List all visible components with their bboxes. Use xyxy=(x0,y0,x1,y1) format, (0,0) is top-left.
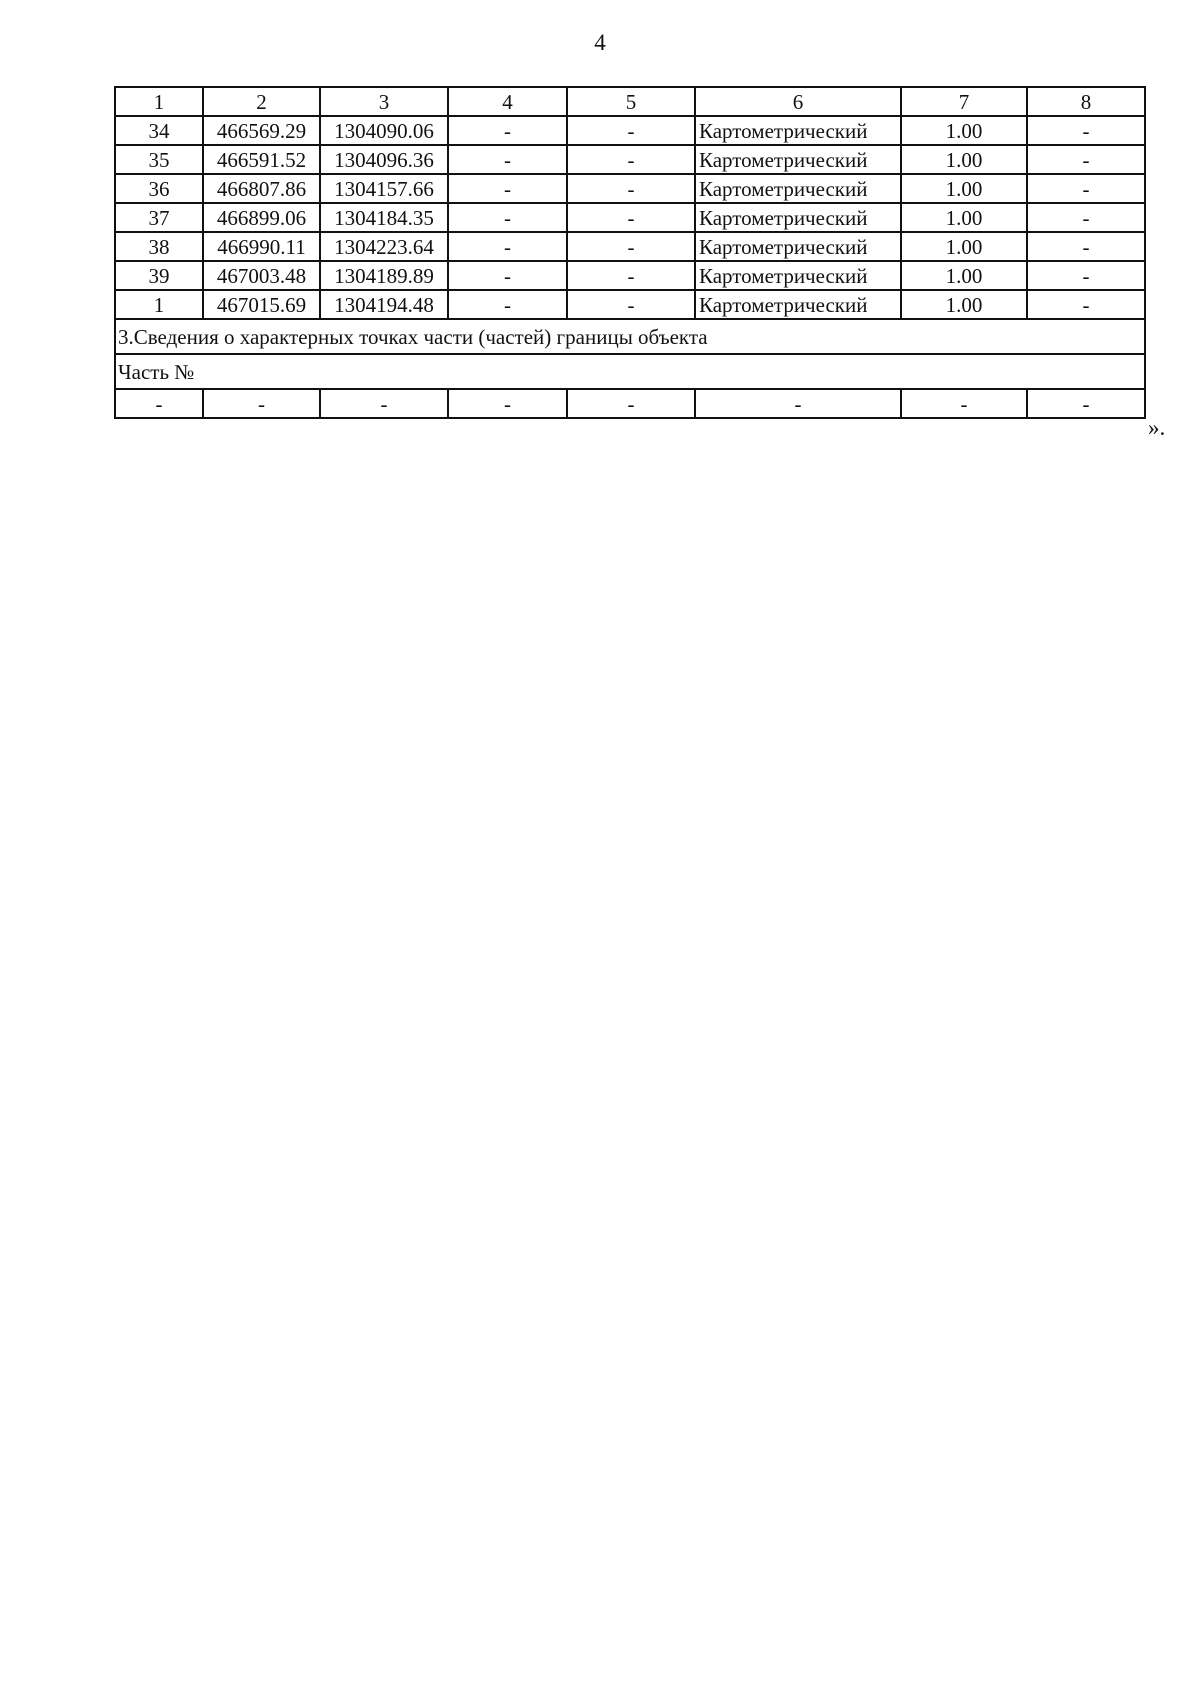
table-cell: - xyxy=(1027,232,1145,261)
x-coordinate-cell: 466591.52 xyxy=(203,145,320,174)
table-cell: - xyxy=(567,145,695,174)
method-cell: Картометрический xyxy=(695,174,901,203)
method-cell: Картометрический xyxy=(695,261,901,290)
accuracy-cell: 1.00 xyxy=(901,261,1027,290)
table-cell: - xyxy=(203,389,320,418)
empty-part-row xyxy=(115,389,1145,418)
boundary-points-table xyxy=(114,86,1146,419)
table-cell: - xyxy=(448,290,567,319)
part-label: Часть № xyxy=(115,354,1145,389)
table-cell: - xyxy=(567,174,695,203)
point-number-cell: 35 xyxy=(115,145,203,174)
section-title: 3.Сведения о характерных точках части (частей) границы объекта xyxy=(115,319,1145,354)
table-cell: - xyxy=(448,232,567,261)
table-row xyxy=(115,145,1145,174)
point-number-cell: 39 xyxy=(115,261,203,290)
method-cell: Картометрический xyxy=(695,232,901,261)
table-cell: - xyxy=(448,116,567,145)
table-cell: - xyxy=(567,261,695,290)
y-coordinate-cell: 1304189.89 xyxy=(320,261,448,290)
method-cell: Картометрический xyxy=(695,203,901,232)
accuracy-cell: 1.00 xyxy=(901,203,1027,232)
table-row xyxy=(115,261,1145,290)
accuracy-cell: 1.00 xyxy=(901,116,1027,145)
header-cell: 2 xyxy=(203,87,320,116)
y-coordinate-cell: 1304194.48 xyxy=(320,290,448,319)
table-row xyxy=(115,116,1145,145)
table-cell: - xyxy=(567,389,695,418)
table-cell: - xyxy=(115,389,203,418)
point-number-cell: 34 xyxy=(115,116,203,145)
x-coordinate-cell: 467015.69 xyxy=(203,290,320,319)
table-cell: - xyxy=(567,116,695,145)
table-cell: - xyxy=(1027,174,1145,203)
y-coordinate-cell: 1304096.36 xyxy=(320,145,448,174)
accuracy-cell: 1.00 xyxy=(901,290,1027,319)
point-number-cell: 37 xyxy=(115,203,203,232)
y-coordinate-cell: 1304184.35 xyxy=(320,203,448,232)
table-cell: - xyxy=(1027,116,1145,145)
table-cell: - xyxy=(1027,203,1145,232)
table-cell: - xyxy=(1027,145,1145,174)
header-cell: 8 xyxy=(1027,87,1145,116)
point-number-cell: 38 xyxy=(115,232,203,261)
table-row xyxy=(115,232,1145,261)
header-cell: 3 xyxy=(320,87,448,116)
table-cell: - xyxy=(567,290,695,319)
header-cell: 7 xyxy=(901,87,1027,116)
table-cell: - xyxy=(448,145,567,174)
x-coordinate-cell: 466990.11 xyxy=(203,232,320,261)
table-row xyxy=(115,174,1145,203)
table-cell: - xyxy=(901,389,1027,418)
y-coordinate-cell: 1304157.66 xyxy=(320,174,448,203)
table-row xyxy=(115,290,1145,319)
closing-quote-mark: ». xyxy=(1148,415,1166,440)
section-title-row xyxy=(115,319,1145,354)
accuracy-cell: 1.00 xyxy=(901,145,1027,174)
y-coordinate-cell: 1304090.06 xyxy=(320,116,448,145)
table-header-row xyxy=(115,87,1145,116)
method-cell: Картометрический xyxy=(695,145,901,174)
method-cell: Картометрический xyxy=(695,290,901,319)
header-cell: 5 xyxy=(567,87,695,116)
header-cell: 4 xyxy=(448,87,567,116)
table-cell: - xyxy=(567,203,695,232)
table-cell: - xyxy=(448,389,567,418)
header-cell: 1 xyxy=(115,87,203,116)
method-cell: Картометрический xyxy=(695,116,901,145)
x-coordinate-cell: 466899.06 xyxy=(203,203,320,232)
table-cell: - xyxy=(448,261,567,290)
x-coordinate-cell: 466807.86 xyxy=(203,174,320,203)
x-coordinate-cell: 467003.48 xyxy=(203,261,320,290)
point-number-cell: 1 xyxy=(115,290,203,319)
table-cell: - xyxy=(1027,290,1145,319)
table-cell: - xyxy=(448,203,567,232)
table-cell: - xyxy=(448,174,567,203)
y-coordinate-cell: 1304223.64 xyxy=(320,232,448,261)
page-number: 4 xyxy=(594,30,606,55)
table-cell: - xyxy=(320,389,448,418)
part-label-row xyxy=(115,354,1145,389)
table-cell: - xyxy=(1027,261,1145,290)
x-coordinate-cell: 466569.29 xyxy=(203,116,320,145)
header-cell: 6 xyxy=(695,87,901,116)
table-cell: - xyxy=(1027,389,1145,418)
accuracy-cell: 1.00 xyxy=(901,232,1027,261)
table-row xyxy=(115,203,1145,232)
table-cell: - xyxy=(695,389,901,418)
accuracy-cell: 1.00 xyxy=(901,174,1027,203)
table-cell: - xyxy=(567,232,695,261)
point-number-cell: 36 xyxy=(115,174,203,203)
